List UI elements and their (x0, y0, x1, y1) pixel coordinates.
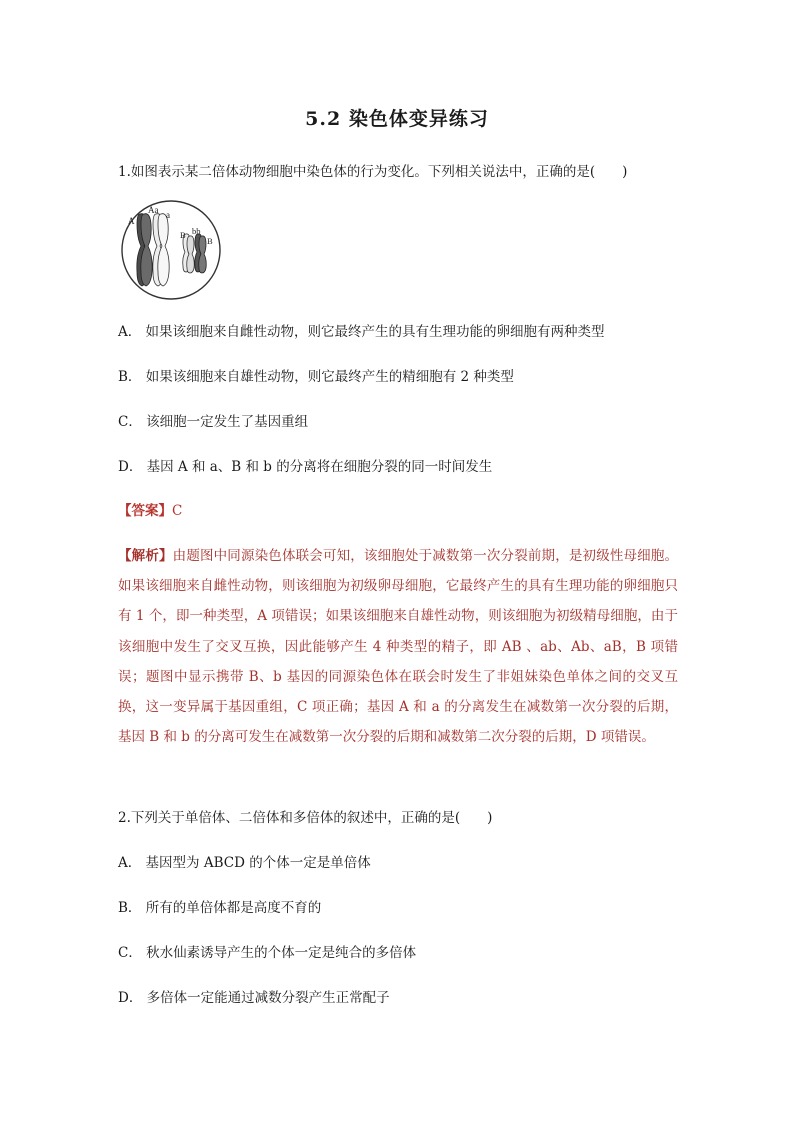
q1-explanation (118, 541, 678, 752)
label-Aa: Aa (148, 205, 159, 215)
label-B-right: B (207, 236, 213, 246)
q1-option-b: B． 如果该细胞来自雄性动物，则它最终产生的精细胞有 2 种类型 (118, 369, 514, 385)
q1-option-d: D． 基因 A 和 a、B 和 b 的分离将在细胞分裂的同一时间发生 (118, 459, 493, 475)
q1-answer (118, 499, 182, 519)
explanation-text: 由题图中同源染色体联会可知，该细胞处于减数第一次分裂前期，是初级性母细胞。如果该细胞来自雌性动物，则该细胞为初级卵母细胞，它最终产生的具有生理功能的卵细胞只有 1 个，即一种类型，A 项错误；如果该细胞来自雄性动物，则该细胞为初级精母细胞，由于该细胞中发生了交叉互换，因此能够产生 4 种类型的精子，即 AB 、ab、Ab、aB，B 项错误；题图中显示携带 B、b 基因的同源染色体在联会时发生了非姐妹染色单体之间的交叉互换，这一变异属于基因重组，C 项正确；基因 A 和 a 的分离发生在减数第一次分裂的后期，基因 B 和 b 的分离可发生在减数第一次分裂的后期和减数第二次分裂的后期，D 项错误。 (118, 548, 679, 746)
q2-option-d: D． 多倍体一定能通过减数分裂产生正常配子 (118, 990, 390, 1006)
question-1-stem: 1.如图表示某二倍体动物细胞中染色体的行为变化。下列相关说法中，正确的是( ) (118, 164, 628, 180)
question-2-stem: 2.下列关于单倍体、二倍体和多倍体的叙述中，正确的是( ) (118, 810, 493, 826)
answer-tag: 【答案】 (118, 503, 172, 519)
q1-option-c: C． 该细胞一定发生了基因重组 (118, 414, 309, 430)
q2-option-c: C． 秋水仙素诱导产生的个体一定是纯合的多倍体 (118, 945, 417, 961)
q2-option-b: B． 所有的单倍体都是高度不育的 (118, 900, 322, 916)
page-title: 5.2 染色体变异练习 (305, 108, 489, 130)
label-B-left: B (180, 230, 186, 240)
chromosome-figure (120, 198, 222, 302)
explanation-tag: 【解析】 (118, 548, 173, 564)
label-A: A (128, 216, 135, 226)
q2-option-a: A． 基因型为 ABCD 的个体一定是单倍体 (118, 855, 371, 871)
q1-option-a: A． 如果该细胞来自雌性动物，则它最终产生的具有生理功能的卵细胞有两种类型 (118, 324, 605, 340)
label-bb: bb (192, 226, 201, 236)
answer-value: C (172, 503, 183, 519)
label-a: a (166, 210, 170, 220)
